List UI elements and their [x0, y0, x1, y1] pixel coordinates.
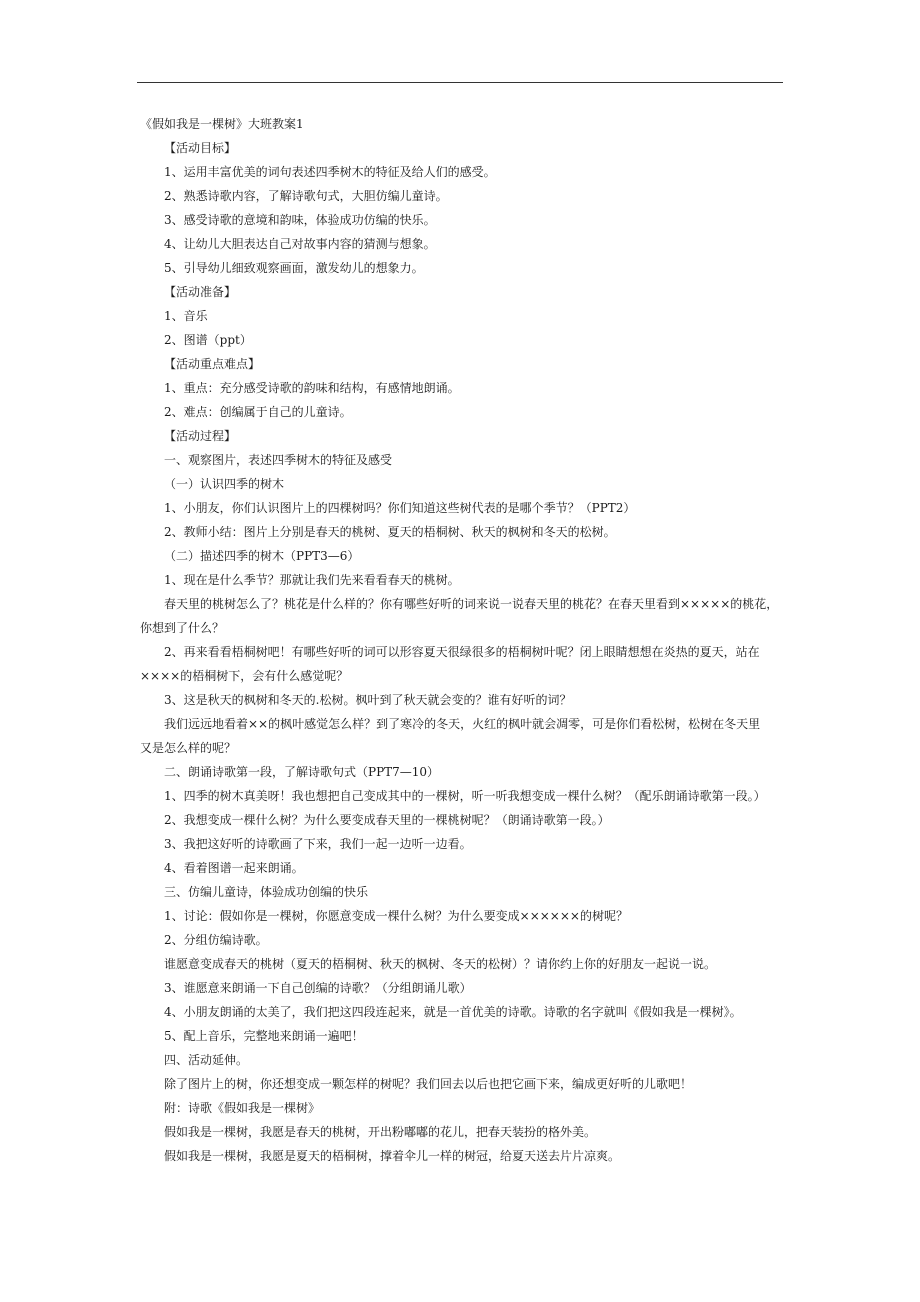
- text-line: 2、熟悉诗歌内容，了解诗歌句式，大胆仿编儿童诗。: [164, 189, 448, 203]
- text-line: 假如我是一棵树，我愿是春天的桃树，开出粉嘟嘟的花儿，把春天装扮的格外美。: [164, 1125, 597, 1139]
- text-line: 2、分组仿编诗歌。: [164, 933, 268, 947]
- text-line: 2、再来看看梧桐树吧！有哪些好听的词可以形容夏天很绿很多的梧桐树叶呢？闭上眼睛想想在炎热的夏天，站在: [164, 645, 760, 659]
- text-line: 3、这是秋天的枫树和冬天的.松树。枫叶到了秋天就会变的？谁有好听的词？: [164, 693, 572, 707]
- text-line: 1、小朋友，你们认识图片上的四棵树吗？你们知道这些树代表的是哪个季节？（PPT2）: [164, 501, 636, 515]
- text-line: 春天里的桃树怎么了？桃花是什么样的？你有哪些好听的词来说一说春天里的桃花？在春天里看到×××××的桃花，: [164, 597, 779, 611]
- text-line: 2、难点：创编属于自己的儿童诗。: [164, 405, 352, 419]
- text-line: 你想到了什么？: [140, 621, 225, 635]
- text-line: 3、我把这好听的诗歌画了下来，我们一起一边听一边看。: [164, 837, 472, 851]
- text-line: 3、感受诗歌的意境和韵味，体验成功仿编的快乐。: [164, 213, 436, 227]
- text-line: 3、谁愿意来朗诵一下自己创编的诗歌？（分组朗诵儿歌）: [164, 981, 472, 995]
- text-line: 4、看着图谱一起来朗诵。: [164, 861, 304, 875]
- text-line: 2、我想变成一棵什么树？为什么要变成春天里的一棵桃树呢？（朗诵诗歌第一段。）: [164, 813, 610, 827]
- text-line: 四、活动延伸。: [164, 1053, 249, 1067]
- text-line: 三、仿编儿童诗，体验成功创编的快乐: [164, 885, 369, 899]
- text-line: 1、四季的树木真美呀！我也想把自己变成其中的一棵树，听一听我想变成一棵什么树？（配乐朗诵诗歌第一段。）: [164, 789, 766, 803]
- section-heading-process: 【活动过程】: [164, 429, 237, 443]
- text-line: 5、引导幼儿细致观察画面，激发幼儿的想象力。: [164, 261, 424, 275]
- text-line: 一、观察图片，表述四季树木的特征及感受: [164, 453, 393, 467]
- text-line: （二）描述四季的树木（PPT3—6）: [164, 549, 360, 563]
- text-line: 1、音乐: [164, 309, 208, 323]
- text-line: 假如我是一棵树，我愿是夏天的梧桐树，撑着伞儿一样的树冠，给夏天送去片片凉爽。: [164, 1149, 621, 1163]
- text-line: 1、现在是什么季节？那就让我们先来看看春天的桃树。: [164, 573, 460, 587]
- text-line: 4、让幼儿大胆表达自己对故事内容的猜测与想象。: [164, 237, 436, 251]
- text-line: 谁愿意变成春天的桃树（夏天的梧桐树、秋天的枫树、冬天的松树）？请你约上你的好朋友一起说一说。: [164, 957, 717, 971]
- section-heading-key-points: 【活动重点难点】: [164, 357, 261, 371]
- section-heading-goals: 【活动目标】: [164, 141, 237, 155]
- text-line: 1、讨论：假如你是一棵树，你愿意变成一棵什么树？为什么要变成××××××的树呢？: [164, 909, 628, 923]
- text-line: 二、朗诵诗歌第一段，了解诗歌句式（PPT7—10）: [164, 765, 440, 779]
- text-line: 2、教师小结：图片上分别是春天的桃树、夏天的梧桐树、秋天的枫树和冬天的松树。: [164, 525, 616, 539]
- text-line: 我们远远地看着××的枫叶感觉怎么样？到了寒冷的冬天，火红的枫叶就会凋零，可是你们看松树，松树在冬天里: [164, 717, 761, 731]
- text-line: ××××的梧桐树下，会有什么感觉呢？: [140, 669, 349, 683]
- text-line: 4、小朋友朗诵的太美了，我们把这四段连起来，就是一首优美的诗歌。诗歌的名字就叫《假如我是一棵树》。: [164, 1005, 742, 1019]
- text-line: 5、配上音乐，完整地来朗诵一遍吧！: [164, 1029, 364, 1043]
- text-line: 1、重点：充分感受诗歌的韵味和结构，有感情地朗诵。: [164, 381, 460, 395]
- text-line: 1、运用丰富优美的词句表述四季树木的特征及给人们的感受。: [164, 165, 496, 179]
- text-line: 又是怎么样的呢？: [140, 741, 237, 755]
- text-line: （一）认识四季的树木: [164, 477, 285, 491]
- section-heading-preparation: 【活动准备】: [164, 285, 237, 299]
- text-line: 2、图谱（ppt）: [164, 333, 252, 347]
- header-rule: [137, 82, 783, 83]
- text-line: 除了图片上的树，你还想变成一颗怎样的树呢？我们回去以后也把它画下来，编成更好听的儿歌吧！: [164, 1077, 693, 1091]
- text-line: 附：诗歌《假如我是一棵树》: [164, 1101, 321, 1115]
- document-title: 《假如我是一棵树》大班教案1: [140, 117, 304, 131]
